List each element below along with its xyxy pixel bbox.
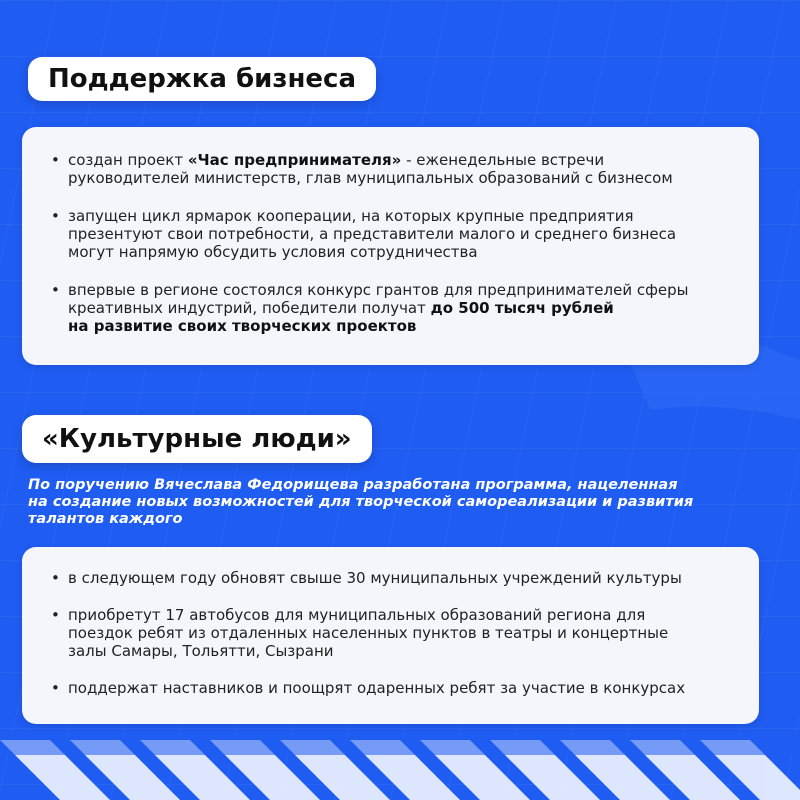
section-title-business: Поддержка бизнеса — [28, 57, 376, 101]
list-item: • впервые в регионе состоялся конкурс грантов для предпринимателей сферы креативных индустрий, победители получат до 500 тысяч рублей на развитие своих творческих проектов — [51, 281, 689, 335]
list-item: • в следующем году обновят свыше 30 муниципальных учреждений культуры — [51, 569, 682, 587]
bullet-icon: • — [51, 679, 60, 697]
culture-intro-text: По поручению Вячеслава Федорищева разработана программа, нацеленная на создание новых возможностей для творческой самореализации и развития талантов каждого — [28, 477, 694, 527]
section-title-culture: «Культурные люди» — [22, 415, 372, 463]
business-support-list — [22, 127, 759, 335]
bullet-icon: • — [51, 569, 60, 587]
culture-program-card — [22, 547, 759, 724]
culture-program-list — [22, 547, 759, 697]
business-support-card — [22, 127, 759, 365]
list-item: • приобретут 17 автобусов для муниципальных образований региона для поездок ребят из отдаленных населенных пунктов в театры и концертные залы Самары, Тольятти, Сызрани — [51, 606, 669, 660]
bullet-icon: • — [51, 281, 60, 299]
list-item: • запущен цикл ярмарок кооперации, на которых крупные предприятия презентуют свои потребности, а представители малого и среднего бизнеса могут напрямую обсудить условия сотрудничества — [51, 207, 677, 261]
bullet-icon: • — [51, 606, 60, 624]
list-item: • поддержат наставников и поощрят одаренных ребят за участие в конкурсах — [51, 679, 686, 697]
bullet-icon: • — [51, 151, 60, 169]
list-item: • создан проект «Час предпринимателя» - еженедельные встречи руководителей министерств, глав муниципальных образований с бизнесом — [51, 151, 673, 187]
bullet-icon: • — [51, 207, 60, 225]
